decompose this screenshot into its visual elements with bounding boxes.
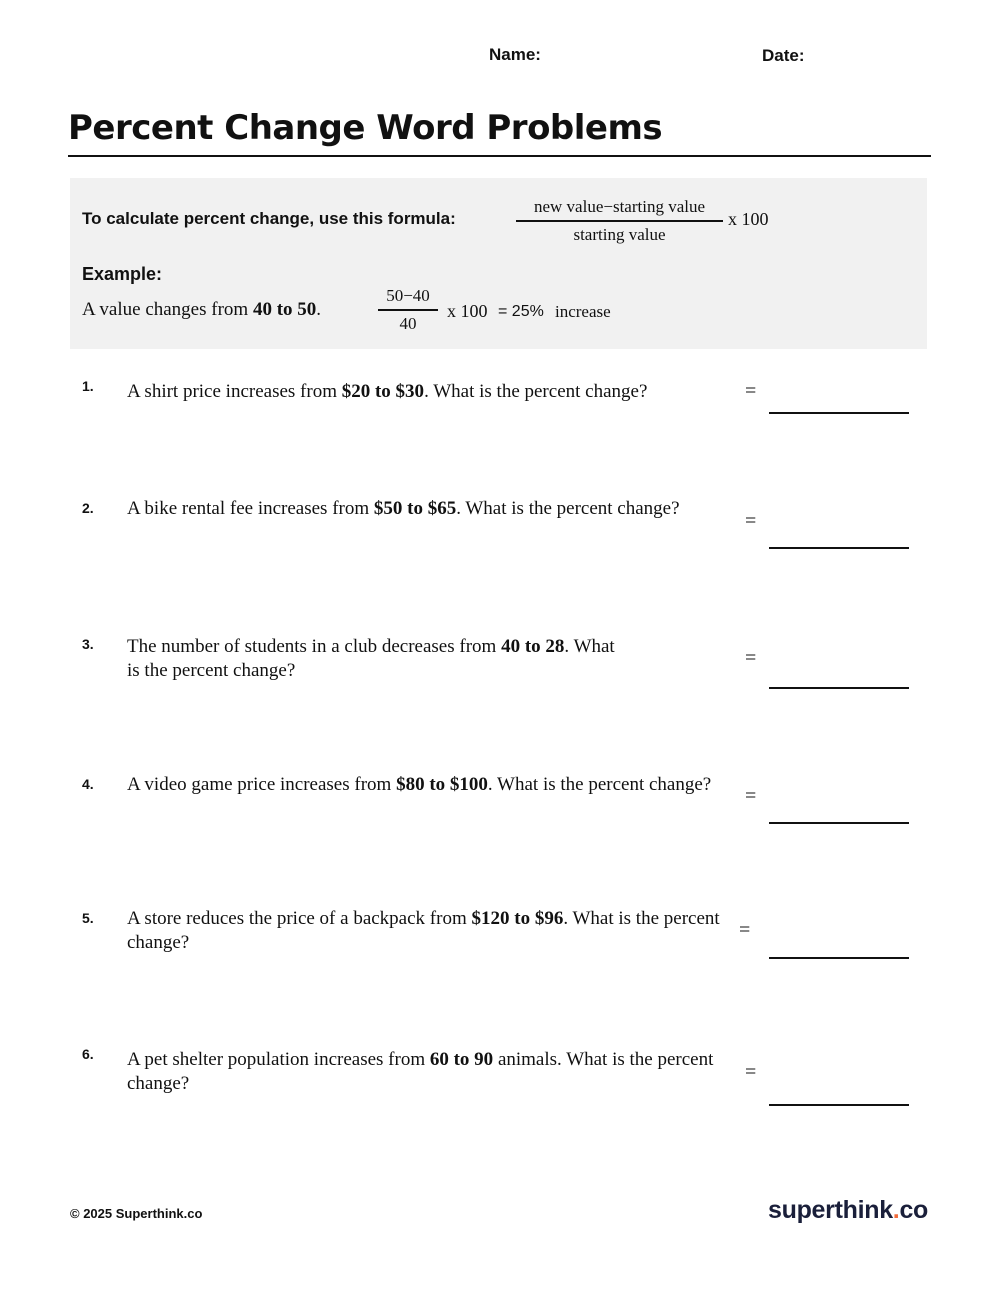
formula-numerator: new value−starting value <box>533 197 706 216</box>
equals-sign: = <box>745 647 757 669</box>
question-text-after: . What is the percent change? <box>424 381 648 402</box>
question-text-after: . What is the percent change? <box>487 774 712 795</box>
question-text-before: A pet shelter population increases from <box>127 1049 430 1070</box>
question-text <box>127 497 727 521</box>
question-text-after: . What is the percent change? <box>456 498 680 519</box>
formula-fraction <box>516 197 723 245</box>
name-label: Name: <box>489 45 541 64</box>
example-fraction <box>378 286 438 334</box>
example-denominator: 40 <box>399 313 417 333</box>
question-text-bold: $50 to $65 <box>373 498 457 519</box>
copyright-text: © 2025 Superthink.co <box>70 1206 203 1221</box>
question-text-before: A bike rental fee increases from <box>127 498 374 519</box>
question-text-before: A shirt price increases from <box>127 381 342 402</box>
title-divider <box>68 155 931 157</box>
question-text-bold: $120 to $96 <box>471 908 564 929</box>
formula-label: To calculate percent change, use this formula: <box>82 209 456 228</box>
question-text <box>127 907 727 955</box>
question-text-after: animals. What is the percent change? <box>127 1049 714 1094</box>
brand-logo-dot: . <box>892 1196 900 1224</box>
question-number: 1. <box>82 378 94 394</box>
equals-sign: = <box>745 1061 757 1083</box>
answer-line[interactable] <box>769 687 909 689</box>
answer-line[interactable] <box>769 412 909 414</box>
question-text-bold: $80 to $100 <box>396 774 488 795</box>
formula-multiplier: x 100 <box>728 209 769 229</box>
question-text <box>127 773 722 797</box>
question-text-before: A store reduces the price of a backpack from <box>127 908 472 929</box>
example-result-word: increase <box>555 302 611 321</box>
question-text-bold: 40 to 28 <box>501 636 565 657</box>
formula-box <box>70 178 927 349</box>
question-number: 3. <box>82 636 94 652</box>
answer-line[interactable] <box>769 822 909 824</box>
example-text <box>82 299 321 321</box>
example-result: = 25% <box>498 303 544 320</box>
page-title: Percent Change Word Problems <box>68 108 663 148</box>
example-numerator: 50−40 <box>386 286 430 305</box>
equals-sign: = <box>739 919 751 941</box>
question-text <box>127 380 767 404</box>
example-multiplier: x 100 <box>447 301 488 321</box>
answer-line[interactable] <box>769 1104 909 1106</box>
question-text-before: The number of students in a club decreases from <box>127 636 502 657</box>
brand-logo-tld: co <box>899 1196 929 1224</box>
question-text-before: A video game price increases from <box>127 774 397 795</box>
question-text <box>127 1048 727 1096</box>
date-label: Date: <box>762 46 805 65</box>
answer-line[interactable] <box>769 547 909 549</box>
equals-sign: = <box>745 380 757 402</box>
brand-logo <box>768 1196 928 1225</box>
question-text-after: . What is the percent change? <box>127 908 720 953</box>
question-number: 6. <box>82 1046 94 1062</box>
question-text-bold: 60 to 90 <box>429 1049 494 1070</box>
example-heading: Example: <box>82 264 163 284</box>
question-number: 5. <box>82 910 94 926</box>
question-text-after: . What is the percent change? <box>127 636 615 681</box>
equals-sign: = <box>745 510 757 532</box>
question-text-bold: $20 to $30 <box>341 381 425 402</box>
question-number: 4. <box>82 776 94 792</box>
equals-sign: = <box>745 785 757 807</box>
answer-line[interactable] <box>769 957 909 959</box>
question-text <box>127 635 627 683</box>
example-text-suffix: . <box>316 299 322 320</box>
example-text-bold: 40 to 50 <box>252 299 317 320</box>
example-text-prefix: A value changes from <box>82 299 253 320</box>
formula-denominator: starting value <box>573 224 666 244</box>
question-number: 2. <box>82 500 94 516</box>
brand-logo-main: superthink <box>768 1196 893 1224</box>
